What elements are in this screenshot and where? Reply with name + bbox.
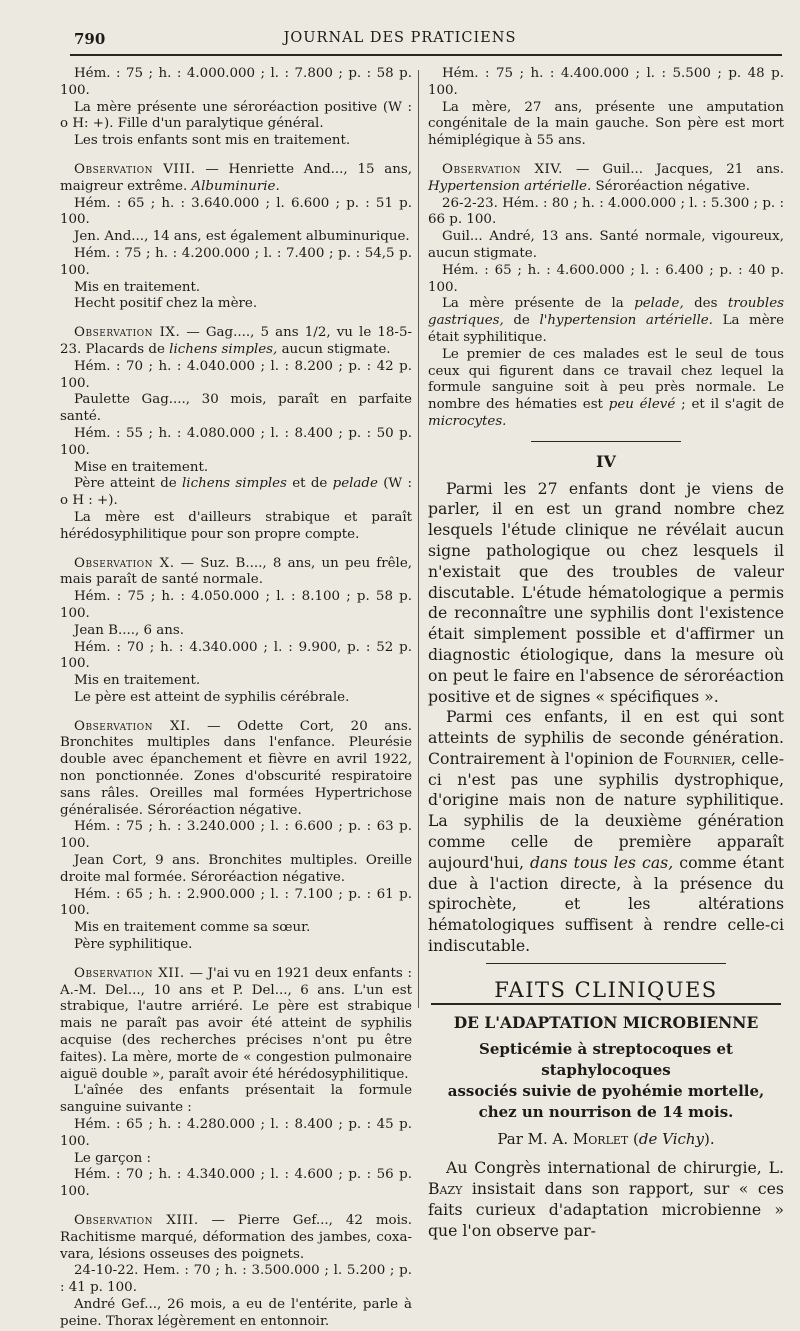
- paragraph: Père atteint de lichens simples et de pelade (W : o H : +).: [60, 476, 413, 509]
- observation-14: Observation XIV. — Guil... Jacques, 21 ans. Hypertension artérielle. Séroréaction négative.: [428, 161, 784, 194]
- paragraph: Le père est atteint de syphilis cérébrale.: [74, 689, 350, 705]
- rule: [431, 1003, 781, 1005]
- blood-formula: Hém. : 70 ; h. : 4.040.000 ; l. : 8.200 ; p. : 42 p. 100.: [60, 358, 412, 391]
- paragraph: Jean B...., 6 ans.: [74, 622, 185, 638]
- observation-9: Observation IX. — Gag...., 5 ans 1/2, vu le 18-5-23. Placards de lichens simples, aucun stigmate.: [60, 325, 412, 357]
- blood-formula: Hém. : 55 ; h. : 4.080.000 ; l. : 8.400 ; p. : 50 p. 100.: [60, 425, 412, 458]
- paragraph: Guil... André, 13 ans. Santé normale, vigoureux, aucun stigmate.: [428, 229, 784, 261]
- blood-formula: Hém. : 75 ; h. : 4.000.000 ; l. : 7.800 ; p. : 58 p. 100.: [60, 66, 412, 98]
- article-subtitle: Septicémie à streptocoques et staphylocoques associés suivie de pyohémie mortelle, chez un nourrison de 14 mois.: [447, 1040, 765, 1122]
- section-body: [428, 479, 784, 957]
- blood-formula: Hém. : 75 ; h. : 4.400.000 ; l. : 5.500 ; p. 48 p. 100.: [428, 66, 784, 98]
- article-author: Par M. A. Morlet (de Vichy).: [497, 1130, 715, 1149]
- section-heading: FAITS CLINIQUES: [494, 977, 718, 1002]
- column-divider: [418, 70, 419, 1008]
- header-rule: [70, 54, 782, 56]
- paragraph: Jean Cort, 9 ans. Bronchites multiples. Oreille droite mal formée. Séroréaction négative.: [60, 853, 412, 885]
- paragraph: Mis en traitement.: [74, 279, 201, 295]
- article-title: DE L'ADAPTATION MICROBIENNE: [453, 1012, 759, 1032]
- paragraph: Paulette Gag...., 30 mois, paraît en parfaite santé.: [60, 392, 412, 425]
- observation-13: Observation XIII. — Pierre Gef..., 42 mois. Rachitisme marqué, déformation des jambes, coxa-vara, lésions osseuses des poignets.: [60, 1213, 413, 1262]
- observation-heading: Observation IX.: [74, 325, 181, 341]
- page-header: [0, 0, 800, 56]
- article-body: [428, 1158, 784, 1241]
- observation-8: Observation VIII. — Henriette And..., 15 ans, maigreur extrême. Albuminurie.: [60, 161, 412, 194]
- rule: [486, 963, 726, 964]
- blood-formula: Hém. : 65 ; h. : 3.640.000 ; l. 6.600 ; p. : 51 p. 100.: [60, 195, 412, 228]
- paragraph: Mise en traitement.: [74, 459, 209, 475]
- blood-formula: Hém. : 70 ; h. : 4.340.000 ; l. : 9.900, p. : 52 p. 100.: [60, 639, 412, 672]
- blood-formula: Hém. : 70 ; h. : 4.340.000 ; l. : 4.600 ; p. : 56 p. 100.: [60, 1167, 412, 1200]
- paragraph: L'aînée des enfants présentait la formule sanguine suivante :: [60, 1083, 412, 1116]
- observation-heading: Observation XIII.: [74, 1213, 199, 1228]
- blood-formula: Hém. : 75 ; h. : 3.240.000 ; l. : 6.600 ; p. : 63 p. 100.: [60, 819, 412, 852]
- journal-title: JOURNAL DES PRATICIENS: [283, 30, 517, 46]
- paragraph: La mère présente une séroréaction positive (W : o H: +). Fille d'un paralytique général.: [60, 99, 412, 132]
- paragraph: Jen. And..., 14 ans, est également albuminurique.: [74, 229, 410, 245]
- paragraph: Hecht positif chez la mère.: [74, 296, 258, 312]
- paragraph: Parmi les 27 enfants dont je viens de parler, il en est un grand nombre chez lesquels l'étude clinique ne révélait aucun signe pathologique ou chez lesquels il n'existait que des troubles de valeur discutable. L'étude hématologique a permis de reconnaître une syphilis dont l'existence était simplement possible et d'affirmer un diagnostic étiologique, dans la mesure où on peut le faire en l'absence de séroréaction positive et de signes « spécifiques ».: [428, 478, 784, 706]
- paragraph: La mère est d'ailleurs strabique et paraît hérédosyphilitique pour son propre compte.: [60, 509, 412, 542]
- page-number: 790: [74, 30, 106, 48]
- blood-formula: Hém. : 75 ; h. : 4.200.000 ; l. : 7.400 ; p. : 54,5 p. 100.: [60, 245, 412, 278]
- paragraph: Mis en traitement.: [74, 673, 201, 689]
- paragraph: Le premier de ces malades est le seul de tous ceux qui figurent dans ce travail chez lequel la formule sanguine soit à peu près normale. Le nombre des hématies est peu élevé ; et il s'agit de microcytes.: [428, 346, 785, 429]
- blood-formula: Hém. : 65 ; h. : 4.600.000 ; l. : 6.400 ; p. : 40 p. 100.: [428, 262, 784, 295]
- right-column: [428, 66, 784, 1241]
- section-number: IV: [596, 451, 616, 471]
- paragraph: Les trois enfants sont mis en traitement.: [74, 133, 351, 149]
- observation-11: Observation XI. — Odette Cort, 20 ans. Bronchites multiples dans l'enfance. Pleurésie double avec épanchement et fièvre en avril 1922, non ponctionnée. Zones d'obscurité respiratoire sans râles. Oreilles mal formées Hypertrichose généralisée. Séroréaction négative.: [60, 718, 412, 818]
- paragraph: La mère présente de la pelade, des troubles gastriques, de l'hypertension artérielle. La mère était syphilitique.: [428, 296, 784, 345]
- observation-10: Observation X. — Suz. B...., 8 ans, un peu frêle, mais paraît de santé normale.: [60, 555, 413, 588]
- blood-formula: Hém. : 65 ; h. : 2.900.000 ; l. : 7.100 ; p. : 61 p. 100.: [60, 886, 412, 919]
- section-rule: [531, 441, 681, 442]
- left-column: [60, 66, 412, 1331]
- paragraph: Père syphilitique.: [74, 937, 193, 953]
- observation-heading: Observation X.: [74, 555, 175, 571]
- observation-heading: Observation XIV.: [442, 161, 563, 177]
- paragraph: André Gef..., 26 mois, a eu de l'entérite, parle à peine. Thorax légèrement en entonnoir.: [60, 1296, 412, 1329]
- paragraph: Parmi ces enfants, il en est qui sont atteints de syphilis de seconde génération. Contrairement à l'opinion de Fournier, celle-ci n'est pas une syphilis dystrophique, d'origine mais non de nature syphilitique. La syphilis de la deuxième génération comme celle de première apparaît aujourd'hui, dans tous les cas, comme étant due à l'action directe, à la présence du spirochète, et les altérations hématologiques suffisent à rendre celle-ci indiscutable.: [428, 707, 784, 956]
- paragraph: La mère, 27 ans, présente une amputation congénitale de la main gauche. Son père est mort hémiplégique à 55 ans.: [428, 99, 784, 149]
- observation-heading: Observation VIII.: [74, 161, 196, 177]
- blood-formula: Hém. : 65 ; h. : 4.280.000 ; l. : 8.400 ; p. : 45 p. 100.: [60, 1117, 412, 1149]
- observation-heading: Observation XII.: [74, 965, 185, 981]
- paragraph: Mis en traitement comme sa sœur.: [74, 920, 311, 936]
- observation-heading: Observation XI.: [74, 718, 191, 734]
- blood-formula: Hém. : 75 ; h. : 4.050.000 ; l. : 8.100 ; p. 58 p. 100.: [60, 589, 412, 621]
- blood-formula: 24-10-22. Hem. : 70 ; h. : 3.500.000 ; l. 5.200 ; p. : 41 p. 100.: [60, 1263, 412, 1296]
- observation-12: Observation XII. — J'ai vu en 1921 deux enfants : A.-M. Del..., 10 ans et P. Del..., 6 ans. L'un est strabique, l'autre arriéré. Le père est strabique mais ne paraît pas avoir été atteint de syphilis acquise (des recherches précises n'ont pu être faites). La mère, morte de « congestion pulmonaire aiguë double », paraît avoir été hérédosyphilitique.: [60, 965, 413, 1082]
- blood-formula: 26-2-23. Hém. : 80 ; h. : 4.000.000 ; l. : 5.300 ; p. : 66 p. 100.: [428, 195, 784, 228]
- paragraph: Au Congrès international de chirurgie, L. Bazy insistait dans son rapport, sur « ces faits curieux d'adaptation microbienne » que l'on observe par-: [428, 1158, 784, 1240]
- paragraph: Le garçon :: [74, 1150, 151, 1166]
